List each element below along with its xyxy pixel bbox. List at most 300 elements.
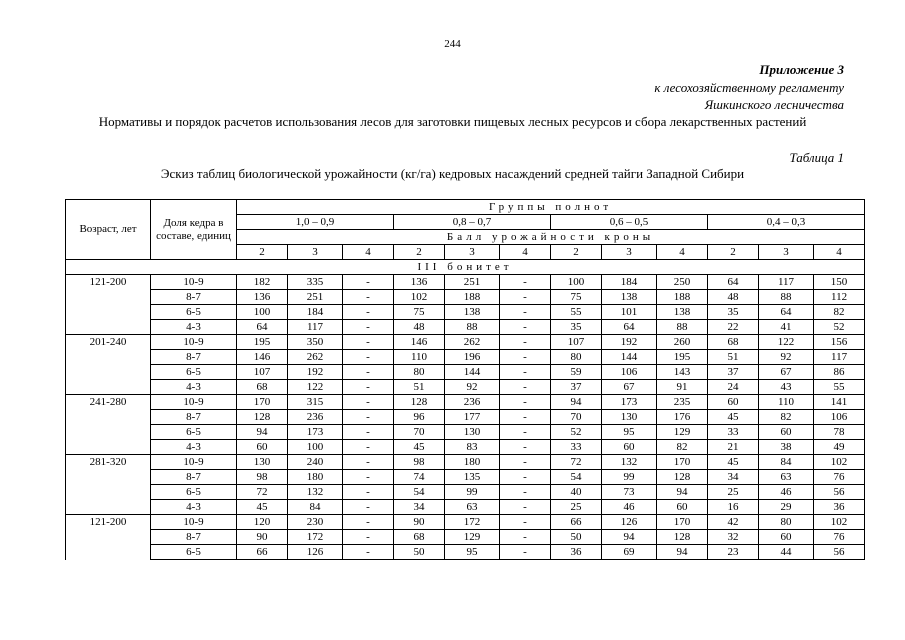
yield-cell: 130 bbox=[237, 455, 288, 470]
yield-cell: 240 bbox=[288, 455, 343, 470]
yield-cell: 66 bbox=[237, 545, 288, 560]
yield-cell: 92 bbox=[445, 380, 500, 395]
yield-cell: 138 bbox=[602, 290, 657, 305]
yield-cell: 41 bbox=[759, 320, 814, 335]
yield-cell: - bbox=[343, 365, 394, 380]
yield-cell: - bbox=[343, 335, 394, 350]
yield-cell: 34 bbox=[708, 470, 759, 485]
share-cell: 10-9 bbox=[151, 275, 237, 290]
yield-cell: 82 bbox=[814, 305, 865, 320]
yield-cell: 99 bbox=[445, 485, 500, 500]
yield-cell: 91 bbox=[657, 380, 708, 395]
yield-cell: - bbox=[343, 545, 394, 560]
header-groups: Группы полнот bbox=[237, 200, 865, 215]
table-row bbox=[66, 530, 865, 545]
yield-cell: 67 bbox=[602, 380, 657, 395]
density-group: 0,6 – 0,5 bbox=[551, 215, 708, 230]
yield-cell: 60 bbox=[759, 530, 814, 545]
share-cell: 6-5 bbox=[151, 485, 237, 500]
yield-cell: 130 bbox=[445, 425, 500, 440]
yield-cell: 59 bbox=[551, 365, 602, 380]
share-cell: 10-9 bbox=[151, 455, 237, 470]
yield-cell: 172 bbox=[288, 530, 343, 545]
yield-cell: 107 bbox=[551, 335, 602, 350]
age-cell bbox=[66, 530, 151, 545]
table-row bbox=[66, 335, 865, 350]
yield-cell: 73 bbox=[602, 485, 657, 500]
yield-cell: 68 bbox=[237, 380, 288, 395]
yield-cell: 40 bbox=[551, 485, 602, 500]
yield-cell: 132 bbox=[288, 485, 343, 500]
yield-cell: 196 bbox=[445, 350, 500, 365]
score-cell: 3 bbox=[602, 245, 657, 260]
yield-cell: 184 bbox=[602, 275, 657, 290]
yield-cell: 35 bbox=[551, 320, 602, 335]
table-row bbox=[66, 365, 865, 380]
document-title: Нормативы и порядок расчетов использования лесов для заготовки пищевых лесных ресурсов и сбора лекарственных растений bbox=[98, 114, 807, 129]
yield-cell: 80 bbox=[551, 350, 602, 365]
yield-cell: 94 bbox=[657, 485, 708, 500]
yield-cell: 235 bbox=[657, 395, 708, 410]
yield-cell: - bbox=[500, 350, 551, 365]
yield-cell: 138 bbox=[445, 305, 500, 320]
yield-cell: 144 bbox=[602, 350, 657, 365]
density-group: 0,4 – 0,3 bbox=[708, 215, 865, 230]
appendix-forestry: Яшкинского лесничества bbox=[704, 97, 844, 112]
header-score: Балл урожайности кроны bbox=[237, 230, 865, 245]
yield-cell: 117 bbox=[759, 275, 814, 290]
score-cell: 4 bbox=[343, 245, 394, 260]
yield-cell: 82 bbox=[657, 440, 708, 455]
yield-cell: - bbox=[343, 320, 394, 335]
yield-cell: 170 bbox=[237, 395, 288, 410]
yield-cell: - bbox=[343, 455, 394, 470]
yield-cell: - bbox=[343, 470, 394, 485]
yield-cell: 60 bbox=[708, 395, 759, 410]
yield-cell: 60 bbox=[602, 440, 657, 455]
share-cell: 4-3 bbox=[151, 440, 237, 455]
yield-cell: - bbox=[500, 470, 551, 485]
table-row bbox=[66, 410, 865, 425]
yield-cell: - bbox=[500, 515, 551, 530]
table-row bbox=[66, 545, 865, 560]
yield-cell: 350 bbox=[288, 335, 343, 350]
yield-cell: 16 bbox=[708, 500, 759, 515]
yield-cell: 315 bbox=[288, 395, 343, 410]
yield-cell: 92 bbox=[759, 350, 814, 365]
yield-cell: 33 bbox=[551, 440, 602, 455]
section-label: III бонитет bbox=[66, 260, 865, 275]
yield-cell: 66 bbox=[551, 515, 602, 530]
yield-cell: 106 bbox=[602, 365, 657, 380]
yield-cell: 98 bbox=[237, 470, 288, 485]
yield-cell: 95 bbox=[445, 545, 500, 560]
yield-cell: - bbox=[500, 425, 551, 440]
header-age: Возраст, лет bbox=[66, 200, 151, 260]
age-cell: 121-200 bbox=[66, 515, 151, 530]
score-cell: 3 bbox=[445, 245, 500, 260]
yield-cell: - bbox=[343, 305, 394, 320]
yield-cell: 63 bbox=[759, 470, 814, 485]
yield-cell: 52 bbox=[814, 320, 865, 335]
age-cell bbox=[66, 545, 151, 560]
yield-cell: 96 bbox=[394, 410, 445, 425]
yield-cell: 195 bbox=[237, 335, 288, 350]
share-cell: 8-7 bbox=[151, 470, 237, 485]
yield-cell: 54 bbox=[394, 485, 445, 500]
yield-cell: 128 bbox=[657, 530, 708, 545]
share-cell: 6-5 bbox=[151, 425, 237, 440]
yield-cell: 60 bbox=[759, 425, 814, 440]
score-cell: 4 bbox=[814, 245, 865, 260]
yield-cell: - bbox=[500, 335, 551, 350]
yield-cell: 100 bbox=[551, 275, 602, 290]
yield-cell: 36 bbox=[551, 545, 602, 560]
yield-cell: 176 bbox=[657, 410, 708, 425]
age-cell: 281-320 bbox=[66, 455, 151, 470]
yield-cell: 24 bbox=[708, 380, 759, 395]
yield-cell: 25 bbox=[551, 500, 602, 515]
yield-cell: 49 bbox=[814, 440, 865, 455]
yield-cell: 236 bbox=[288, 410, 343, 425]
yield-cell: - bbox=[343, 350, 394, 365]
share-cell: 8-7 bbox=[151, 350, 237, 365]
yield-cell: 46 bbox=[759, 485, 814, 500]
yield-cell: 100 bbox=[288, 440, 343, 455]
yield-cell: 180 bbox=[288, 470, 343, 485]
age-cell bbox=[66, 350, 151, 365]
yield-cell: 63 bbox=[445, 500, 500, 515]
yield-cell: 192 bbox=[288, 365, 343, 380]
yield-cell: 180 bbox=[445, 455, 500, 470]
yield-cell: 43 bbox=[759, 380, 814, 395]
yield-cell: 102 bbox=[814, 455, 865, 470]
yield-cell: - bbox=[343, 380, 394, 395]
yield-cell: 64 bbox=[708, 275, 759, 290]
yield-cell: 48 bbox=[708, 290, 759, 305]
yield-cell: 262 bbox=[445, 335, 500, 350]
yield-cell: 117 bbox=[288, 320, 343, 335]
yield-cell: - bbox=[500, 320, 551, 335]
yield-cell: 117 bbox=[814, 350, 865, 365]
yield-cell: 70 bbox=[551, 410, 602, 425]
yield-cell: 110 bbox=[394, 350, 445, 365]
age-cell bbox=[66, 290, 151, 305]
yield-cell: 128 bbox=[237, 410, 288, 425]
yield-cell: 94 bbox=[237, 425, 288, 440]
appendix-reference: к лесохозяйственному регламенту bbox=[654, 80, 844, 95]
yield-cell: 141 bbox=[814, 395, 865, 410]
yield-cell: 195 bbox=[657, 350, 708, 365]
yield-cell: 88 bbox=[445, 320, 500, 335]
table-row bbox=[66, 320, 865, 335]
yield-cell: - bbox=[343, 485, 394, 500]
yield-cell: 146 bbox=[394, 335, 445, 350]
share-cell: 4-3 bbox=[151, 500, 237, 515]
yield-cell: 107 bbox=[237, 365, 288, 380]
table-row bbox=[66, 515, 865, 530]
yield-cell: 51 bbox=[708, 350, 759, 365]
yield-cell: 83 bbox=[445, 440, 500, 455]
header-share: Доля кедра в составе, единиц bbox=[151, 200, 237, 260]
yield-cell: 130 bbox=[602, 410, 657, 425]
yield-cell: 38 bbox=[759, 440, 814, 455]
yield-cell: 95 bbox=[602, 425, 657, 440]
appendix-number: Приложение 3 bbox=[759, 62, 844, 77]
yield-cell: 50 bbox=[551, 530, 602, 545]
yield-cell: - bbox=[500, 455, 551, 470]
yield-cell: 120 bbox=[237, 515, 288, 530]
score-cell: 2 bbox=[394, 245, 445, 260]
yield-cell: - bbox=[500, 485, 551, 500]
share-cell: 6-5 bbox=[151, 365, 237, 380]
yield-cell: 80 bbox=[394, 365, 445, 380]
yield-cell: 106 bbox=[814, 410, 865, 425]
score-cell: 4 bbox=[500, 245, 551, 260]
yield-cell: 138 bbox=[657, 305, 708, 320]
yield-cell: 84 bbox=[288, 500, 343, 515]
yield-cell: - bbox=[500, 440, 551, 455]
yield-cell: 60 bbox=[657, 500, 708, 515]
yield-cell: 128 bbox=[657, 470, 708, 485]
yield-cell: - bbox=[343, 410, 394, 425]
yield-cell: 64 bbox=[237, 320, 288, 335]
yield-table bbox=[65, 199, 865, 560]
yield-cell: 46 bbox=[602, 500, 657, 515]
yield-cell: 173 bbox=[602, 395, 657, 410]
yield-cell: 64 bbox=[759, 305, 814, 320]
yield-cell: 42 bbox=[708, 515, 759, 530]
yield-cell: 44 bbox=[759, 545, 814, 560]
score-cell: 2 bbox=[551, 245, 602, 260]
yield-cell: 76 bbox=[814, 470, 865, 485]
yield-cell: 86 bbox=[814, 365, 865, 380]
yield-cell: - bbox=[500, 290, 551, 305]
yield-cell: 156 bbox=[814, 335, 865, 350]
yield-cell: 335 bbox=[288, 275, 343, 290]
yield-cell: 170 bbox=[657, 515, 708, 530]
yield-cell: - bbox=[343, 425, 394, 440]
yield-cell: 98 bbox=[394, 455, 445, 470]
yield-cell: 74 bbox=[394, 470, 445, 485]
yield-cell: 50 bbox=[394, 545, 445, 560]
yield-cell: 102 bbox=[814, 515, 865, 530]
table-row bbox=[66, 290, 865, 305]
yield-cell: 36 bbox=[814, 500, 865, 515]
table-row bbox=[66, 350, 865, 365]
age-cell bbox=[66, 440, 151, 455]
yield-cell: 136 bbox=[394, 275, 445, 290]
share-cell: 10-9 bbox=[151, 515, 237, 530]
yield-cell: 55 bbox=[814, 380, 865, 395]
yield-cell: 230 bbox=[288, 515, 343, 530]
yield-cell: 94 bbox=[657, 545, 708, 560]
yield-cell: - bbox=[343, 290, 394, 305]
yield-cell: 90 bbox=[394, 515, 445, 530]
age-cell bbox=[66, 425, 151, 440]
table-row bbox=[66, 440, 865, 455]
yield-cell: 72 bbox=[551, 455, 602, 470]
yield-cell: 75 bbox=[394, 305, 445, 320]
age-cell: 241-280 bbox=[66, 395, 151, 410]
yield-cell: 94 bbox=[602, 530, 657, 545]
yield-cell: 135 bbox=[445, 470, 500, 485]
age-cell bbox=[66, 470, 151, 485]
yield-cell: 37 bbox=[551, 380, 602, 395]
yield-cell: 146 bbox=[237, 350, 288, 365]
yield-cell: 78 bbox=[814, 425, 865, 440]
density-group: 1,0 – 0,9 bbox=[237, 215, 394, 230]
age-cell bbox=[66, 485, 151, 500]
score-cell: 4 bbox=[657, 245, 708, 260]
yield-cell: 173 bbox=[288, 425, 343, 440]
share-cell: 8-7 bbox=[151, 410, 237, 425]
yield-cell: 126 bbox=[602, 515, 657, 530]
yield-cell: - bbox=[500, 380, 551, 395]
yield-cell: - bbox=[500, 305, 551, 320]
yield-cell: 110 bbox=[759, 395, 814, 410]
yield-cell: - bbox=[500, 395, 551, 410]
yield-cell: 122 bbox=[759, 335, 814, 350]
age-cell bbox=[66, 320, 151, 335]
yield-cell: 182 bbox=[237, 275, 288, 290]
yield-cell: - bbox=[343, 275, 394, 290]
yield-cell: - bbox=[343, 515, 394, 530]
yield-cell: 262 bbox=[288, 350, 343, 365]
yield-cell: 260 bbox=[657, 335, 708, 350]
yield-cell: 172 bbox=[445, 515, 500, 530]
yield-cell: 188 bbox=[445, 290, 500, 305]
yield-cell: 184 bbox=[288, 305, 343, 320]
share-cell: 10-9 bbox=[151, 395, 237, 410]
share-cell: 6-5 bbox=[151, 305, 237, 320]
yield-cell: 45 bbox=[708, 410, 759, 425]
table-row bbox=[66, 485, 865, 500]
yield-cell: 90 bbox=[237, 530, 288, 545]
yield-cell: 37 bbox=[708, 365, 759, 380]
yield-cell: 67 bbox=[759, 365, 814, 380]
yield-cell: 129 bbox=[657, 425, 708, 440]
yield-cell: - bbox=[500, 365, 551, 380]
yield-cell: 100 bbox=[237, 305, 288, 320]
yield-cell: 68 bbox=[708, 335, 759, 350]
yield-cell: 45 bbox=[394, 440, 445, 455]
age-cell bbox=[66, 305, 151, 320]
yield-cell: 70 bbox=[394, 425, 445, 440]
yield-cell: 34 bbox=[394, 500, 445, 515]
yield-cell: 80 bbox=[759, 515, 814, 530]
yield-cell: 33 bbox=[708, 425, 759, 440]
yield-cell: 251 bbox=[445, 275, 500, 290]
yield-cell: - bbox=[343, 530, 394, 545]
table-row bbox=[66, 275, 865, 290]
yield-cell: 60 bbox=[237, 440, 288, 455]
yield-cell: 45 bbox=[708, 455, 759, 470]
share-cell: 4-3 bbox=[151, 380, 237, 395]
table-row bbox=[66, 395, 865, 410]
yield-cell: 129 bbox=[445, 530, 500, 545]
yield-cell: - bbox=[343, 440, 394, 455]
age-cell bbox=[66, 380, 151, 395]
share-cell: 6-5 bbox=[151, 545, 237, 560]
yield-cell: 45 bbox=[237, 500, 288, 515]
table-row bbox=[66, 425, 865, 440]
table-row bbox=[66, 305, 865, 320]
yield-cell: 126 bbox=[288, 545, 343, 560]
table-caption: Таблица 1 bbox=[789, 150, 844, 165]
yield-cell: 69 bbox=[602, 545, 657, 560]
yield-cell: 122 bbox=[288, 380, 343, 395]
yield-cell: 188 bbox=[657, 290, 708, 305]
yield-cell: 192 bbox=[602, 335, 657, 350]
yield-cell: 32 bbox=[708, 530, 759, 545]
yield-cell: 23 bbox=[708, 545, 759, 560]
yield-cell: 112 bbox=[814, 290, 865, 305]
score-cell: 3 bbox=[759, 245, 814, 260]
yield-cell: 68 bbox=[394, 530, 445, 545]
yield-cell: 51 bbox=[394, 380, 445, 395]
age-cell: 121-200 bbox=[66, 275, 151, 290]
age-cell: 201-240 bbox=[66, 335, 151, 350]
yield-cell: 52 bbox=[551, 425, 602, 440]
yield-cell: 72 bbox=[237, 485, 288, 500]
yield-cell: 170 bbox=[657, 455, 708, 470]
share-cell: 8-7 bbox=[151, 290, 237, 305]
score-cell: 3 bbox=[288, 245, 343, 260]
yield-cell: 251 bbox=[288, 290, 343, 305]
yield-cell: 25 bbox=[708, 485, 759, 500]
yield-cell: 99 bbox=[602, 470, 657, 485]
yield-cell: 150 bbox=[814, 275, 865, 290]
yield-cell: 22 bbox=[708, 320, 759, 335]
yield-cell: 35 bbox=[708, 305, 759, 320]
yield-cell: 88 bbox=[759, 290, 814, 305]
page-number: 244 bbox=[444, 38, 461, 50]
yield-cell: 101 bbox=[602, 305, 657, 320]
yield-cell: 177 bbox=[445, 410, 500, 425]
yield-cell: 54 bbox=[551, 470, 602, 485]
yield-cell: 76 bbox=[814, 530, 865, 545]
score-cell: 2 bbox=[237, 245, 288, 260]
yield-cell: 29 bbox=[759, 500, 814, 515]
yield-cell: 48 bbox=[394, 320, 445, 335]
yield-cell: 56 bbox=[814, 485, 865, 500]
yield-cell: - bbox=[500, 275, 551, 290]
yield-cell: - bbox=[343, 500, 394, 515]
share-cell: 8-7 bbox=[151, 530, 237, 545]
yield-cell: 128 bbox=[394, 395, 445, 410]
table-title: Эскиз таблиц биологической урожайности (кг/га) кедровых насаждений средней тайги Западной Сибири bbox=[160, 166, 745, 181]
yield-cell: 250 bbox=[657, 275, 708, 290]
table-row bbox=[66, 380, 865, 395]
yield-cell: 88 bbox=[657, 320, 708, 335]
yield-cell: 236 bbox=[445, 395, 500, 410]
yield-cell: 136 bbox=[237, 290, 288, 305]
yield-cell: - bbox=[343, 395, 394, 410]
yield-cell: - bbox=[500, 500, 551, 515]
yield-cell: 94 bbox=[551, 395, 602, 410]
yield-cell: 56 bbox=[814, 545, 865, 560]
yield-cell: 132 bbox=[602, 455, 657, 470]
age-cell bbox=[66, 500, 151, 515]
yield-cell: 102 bbox=[394, 290, 445, 305]
table-row bbox=[66, 470, 865, 485]
density-group: 0,8 – 0,7 bbox=[394, 215, 551, 230]
age-cell bbox=[66, 365, 151, 380]
score-cell: 2 bbox=[708, 245, 759, 260]
yield-cell: - bbox=[500, 545, 551, 560]
table-row bbox=[66, 455, 865, 470]
